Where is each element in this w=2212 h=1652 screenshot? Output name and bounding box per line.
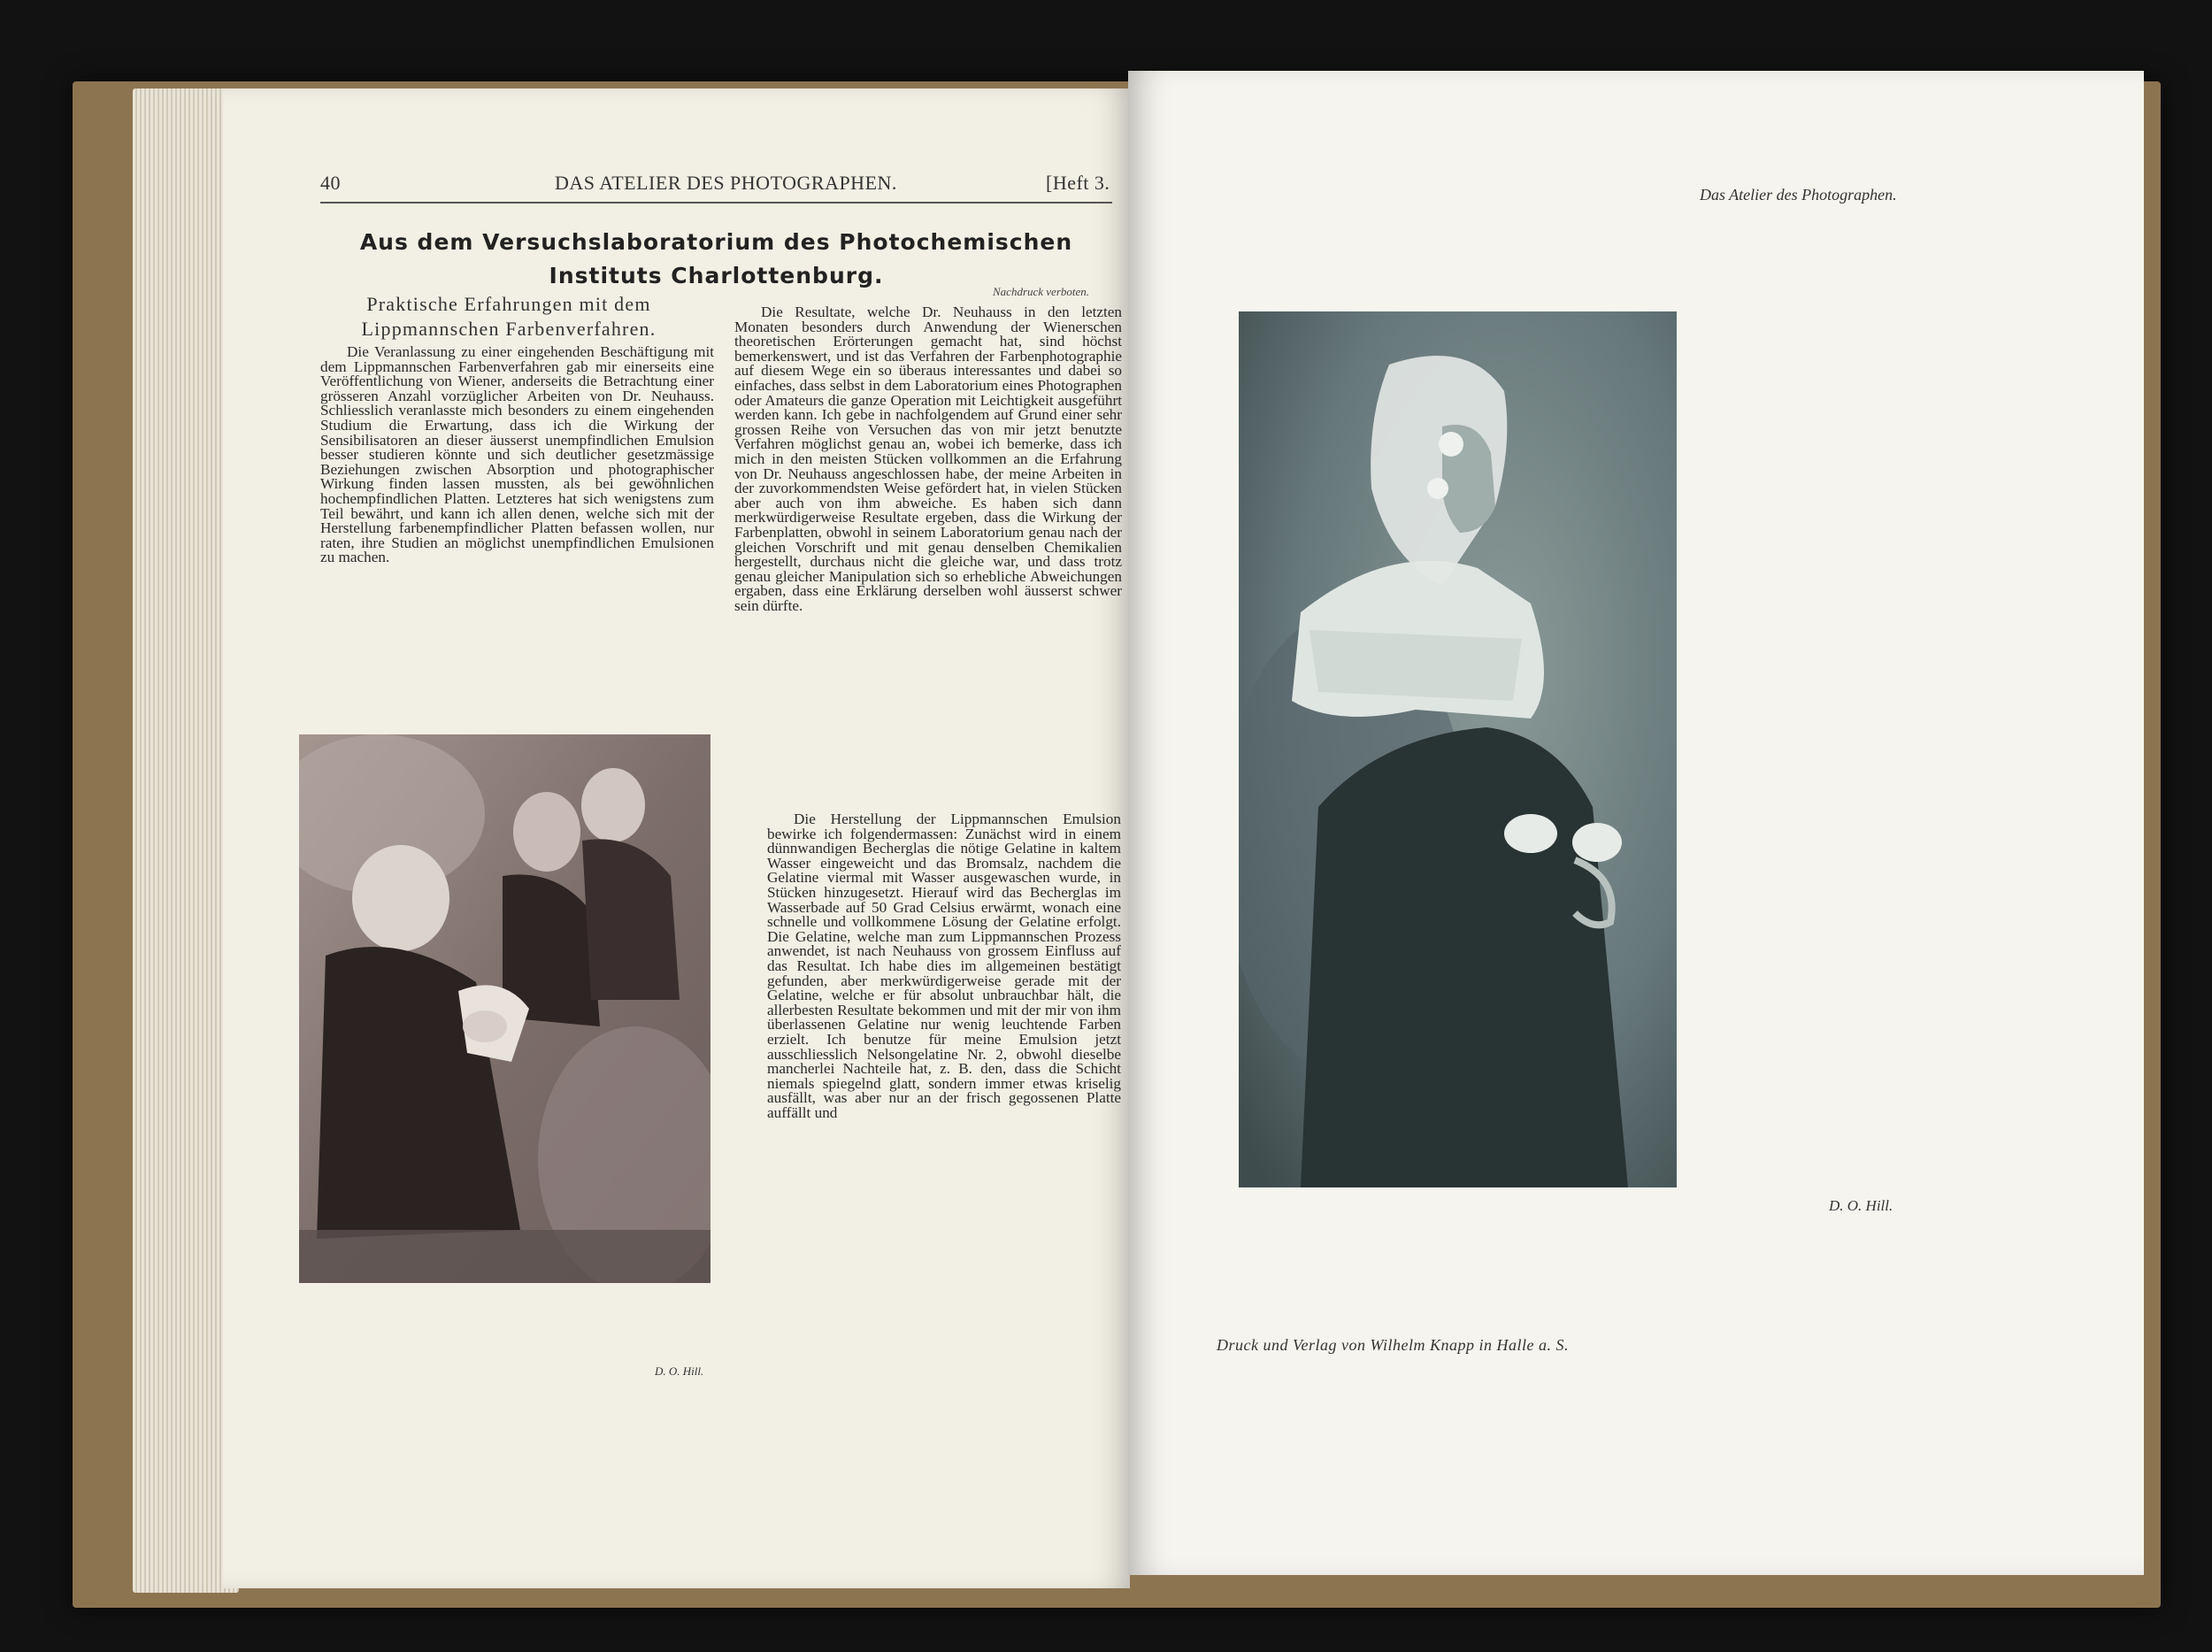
photo-illustration (1239, 311, 1677, 1187)
paragraph: Die Veranlassung zu einer eingehenden Beschäftigung mit dem Lippmannschen Farbenverfahren gab mir einerseits eine Veröffentlichung von Wiener, anderseits die Betrachtung einer grösseren Anzahl vorzüglicher Arbeiten von Dr. Neuhauss. Schliesslich veranlasste mich besonders zu einem eingehenden Studium die Erwartung, dass ich die Wirkung der Sensibilisatoren an dieser äusserst unempfindlichen Emulsion besser studieren könnte und sich deutlicher gesetzmässige Beziehungen zwischen Absorption und photographischer Wirkung finden lassen mussten, als bei gewöhnlichen hochempfindlichen Platten. Letzteres hat sich wenigstens zum Teil bewährt, und kann ich allen denen, welche sich mit der Herstellung farbenempfindlicher Platten befassen wollen, nur raten, ihre Studien an möglichst unempfindlichen Emulsionen zu machen. (320, 343, 714, 566)
photograph-woman-bonnet (1239, 311, 1677, 1187)
header-rule (320, 202, 1112, 204)
right-page (1128, 71, 2144, 1575)
page-number: 40 (320, 172, 341, 194)
text-column-right-top (734, 305, 1122, 613)
photo-caption-left: D. O. Hill. (655, 1364, 704, 1378)
issue-number: [Heft 3. (1046, 172, 1110, 194)
reprint-notice: Nachdruck verboten. (993, 285, 1090, 298)
photo-caption-right: D. O. Hill. (1829, 1197, 1893, 1214)
photo-illustration (299, 734, 710, 1283)
left-page (223, 88, 1130, 1588)
photograph-three-men (299, 734, 710, 1283)
article-title: Aus dem Versuchslaboratorium des Photochemischen Instituts Charlottenburg. (359, 229, 1073, 288)
publisher-imprint: Druck und Verlag von Wilhelm Knapp in Halle a. S. (1217, 1336, 1569, 1354)
paragraph: Die Resultate, welche Dr. Neuhauss in den letzten Monaten besonders durch Anwendung der Wienerschen theoretischen Erörterungen gemacht hat, sind höchst bemerkenswert, und ist das Verfahren der Farbenphotographie auf diesem Wege ein so überaus interessantes und dabei so einfaches, dass selbst in dem Laboratorium eines Photographen oder Amateurs die ganze Operation mit Leichtigkeit ausgeführt werden kann. Ich gebe in nachfolgendem auf Grund einer sehr grossen Reihe von Versuchen das von mir jetzt benutzte Verfahren möglichst genau an, wobei ich bemerke, dass ich mich in den meisten Stücken vollkommen an die Erfahrung von Dr. Neuhauss angeschlossen habe, der meine Arbeiten in der zuvorkommendsten Weise gefördert hat, in vielen Stücken aber auch von ihm abweiche. Es haben sich dann merkwürdigerweise Resultate ergeben, dass die Wirkung der Farbenplatten, obwohl in seinem Laboratorium genau nach der gleichen Vorschrift und mit genau denselben Chemikalien hergestellt, durchaus nicht die gleiche war, und dass trotz genau gleicher Manipulation sich so erhebliche Abweichungen ergaben, dass eine Erklärung derselben wohl äusserst schwer sein dürfte. (734, 304, 1122, 614)
paragraph: Die Herstellung der Lippmannschen Emulsion bewirke ich folgendermassen: Zunächst wird in einem dünnwandigen Becherglas die nötige Gelatine in kaltem Wasser eingeweicht und das Bromsalz, nachdem die Gelatine viermal mit Wasser ausgewaschen wurde, in Stücken hinzugesetzt. Hierauf wird das Becherglas im Wasserbade auf 50 Grad Celsius erwärmt, wonach eine schnelle und vollkommene Lösung der Gelatine erfolgt. Die Gelatine, welche man zum Lippmannschen Prozess anwendet, ist nach Neuhauss von grossem Einfluss auf das Resultat. Ich habe dies im allgemeinen bestätigt gefunden, aber merkwürdigerweise gerade mit der Gelatine, welche er für absolut unbrauchbar hält, die allerbesten Resultate bekommen und mit der mir von ihm überlassenen Gelatine nur wenig leuchtende Farben erzielt. Ich benutze für meine Emulsion jetzt ausschliesslich Nelsongelatine Nr. 2, obwohl dieselbe mancherlei Nachteile hat, z. B. den, dass die Schicht niemals spiegelnd glatt, sondern immer etwas kriselig ausfällt, was aber nur an der frisch gegossenen Platte auffällt und (767, 811, 1121, 1121)
article-subtitle: Praktische Erfahrungen mit dem Lippmannschen Farbenverfahren. (361, 293, 657, 340)
text-column-left (320, 345, 714, 565)
running-title: Das Atelier des Photographen. (1700, 186, 1897, 204)
text-column-right-bottom (767, 812, 1121, 1120)
running-head: DAS ATELIER DES PHOTOGRAPHEN. (555, 172, 897, 194)
